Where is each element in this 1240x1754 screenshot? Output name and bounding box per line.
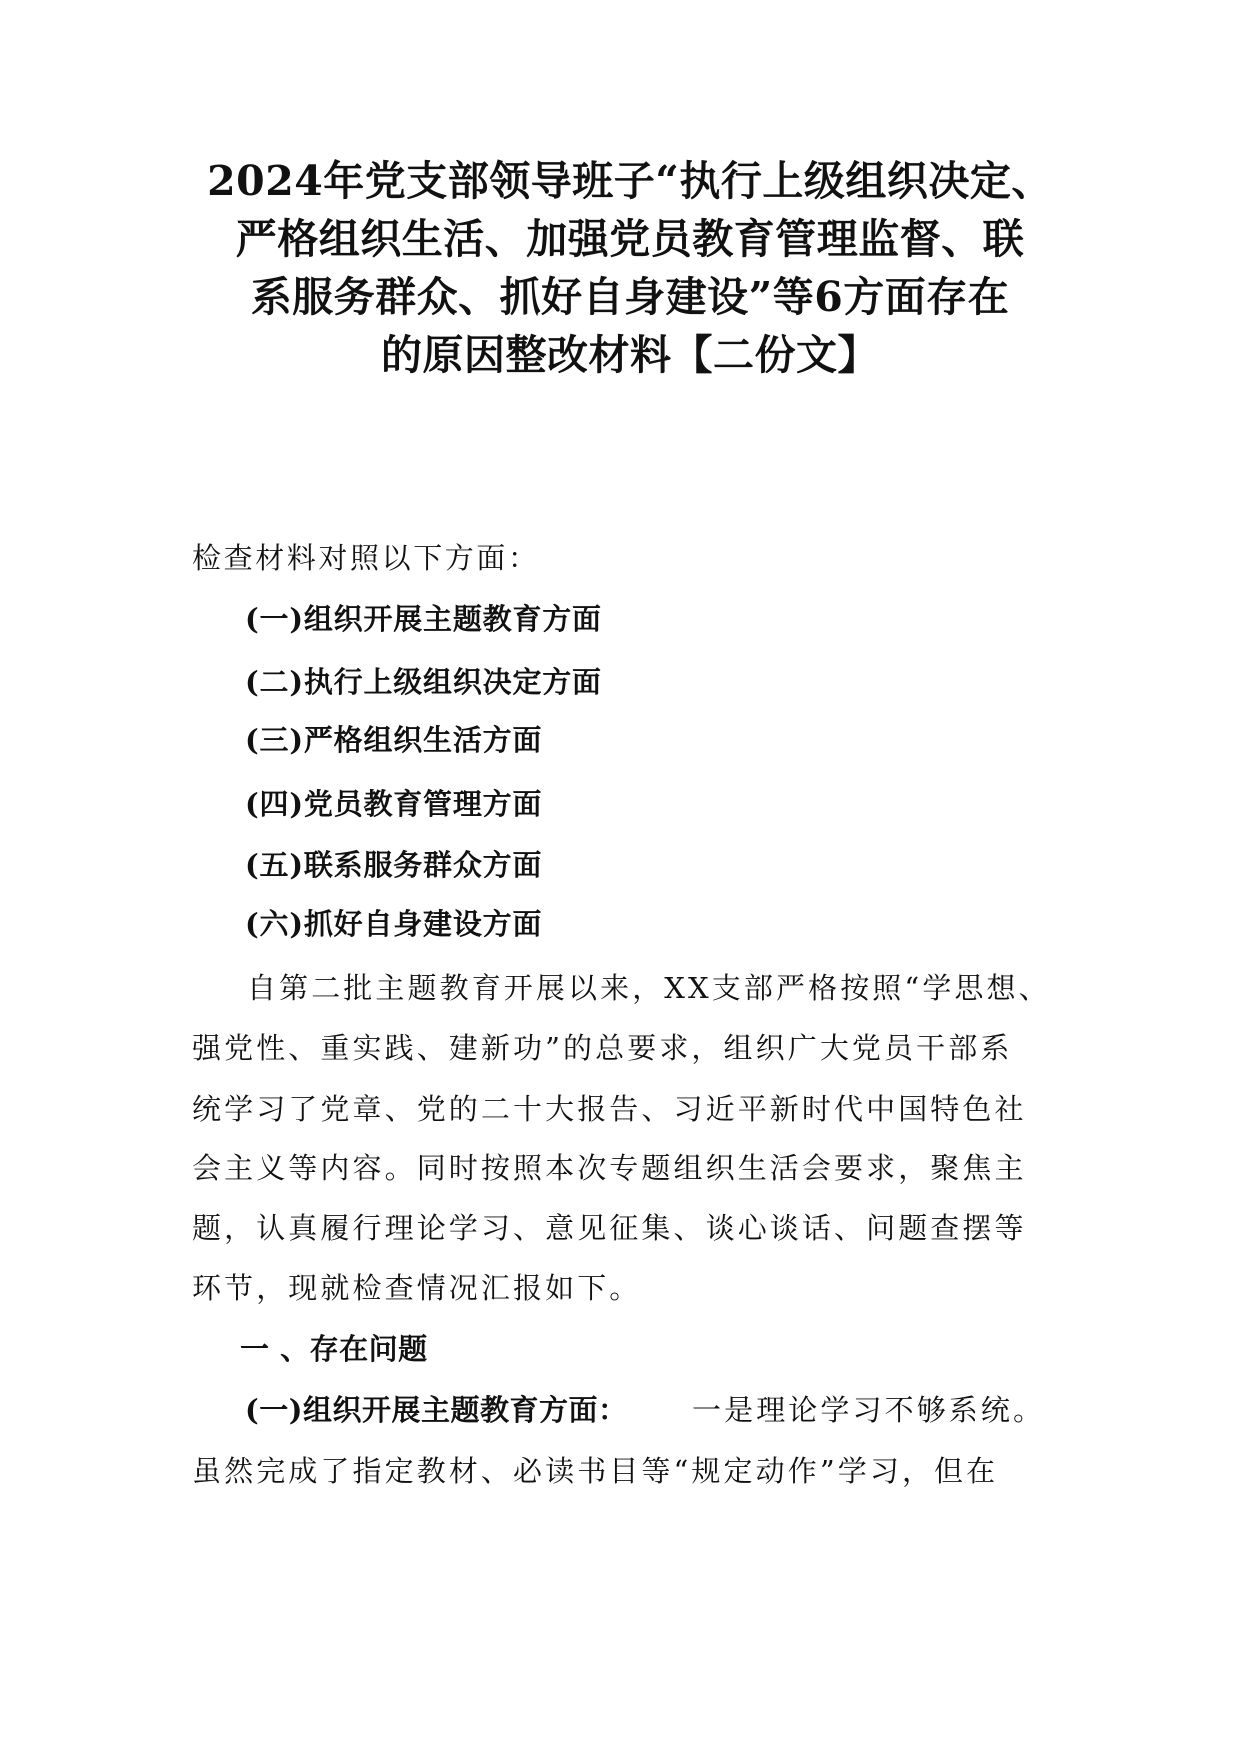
toc-item: (二)执行上级组织决定方面	[245, 665, 602, 699]
title-line: 2024年党支部领导班子“执行上级组织决定、	[207, 157, 1053, 205]
paragraph-line: 统学习了党章、党的二十大报告、习近平新时代中国特色社	[192, 1092, 1027, 1126]
toc-item: (四)党员教育管理方面	[245, 787, 543, 821]
toc-item: (一)组织开展主题教育方面	[245, 602, 602, 636]
section-heading: 一 、存在问题	[240, 1332, 428, 1366]
paragraph-line: 强党性、重实践、建新功”的总要求，组织广大党员干部系	[192, 1031, 1013, 1065]
paragraph-line: 会主义等内容。同时按照本次专题组织生活会要求，聚焦主	[192, 1151, 1027, 1185]
document-title	[180, 152, 1080, 384]
sub-heading-text: 一是理论学习不够系统。	[692, 1393, 1046, 1427]
intro-text: 检查材料对照以下方面：	[192, 541, 540, 575]
paragraph-line: 虽然完成了指定教材、必读书目等“规定动作”学习，但在	[192, 1454, 999, 1488]
paragraph-line: 环节，现就检查情况汇报如下。	[192, 1271, 642, 1305]
title-line: 严格组织生活、加强党员教育管理监督、联	[235, 215, 1025, 263]
toc-item: (五)联系服务群众方面	[245, 848, 543, 882]
title-line: 的原因整改材料【二份文】	[381, 331, 879, 379]
paragraph-line: 自第二批主题教育开展以来，XX支部严格按照“学思想、	[247, 971, 1051, 1005]
sub-heading: (一)组织开展主题教育方面：	[245, 1393, 628, 1427]
title-line: 系服务群众、抓好自身建设”等6方面存在	[250, 273, 1010, 321]
toc-item: (六)抓好自身建设方面	[245, 907, 543, 941]
paragraph-line: 题，认真履行理论学习、意见征集、谈心谈话、问题查摆等	[192, 1211, 1027, 1245]
toc-item: (三)严格组织生活方面	[245, 723, 543, 757]
